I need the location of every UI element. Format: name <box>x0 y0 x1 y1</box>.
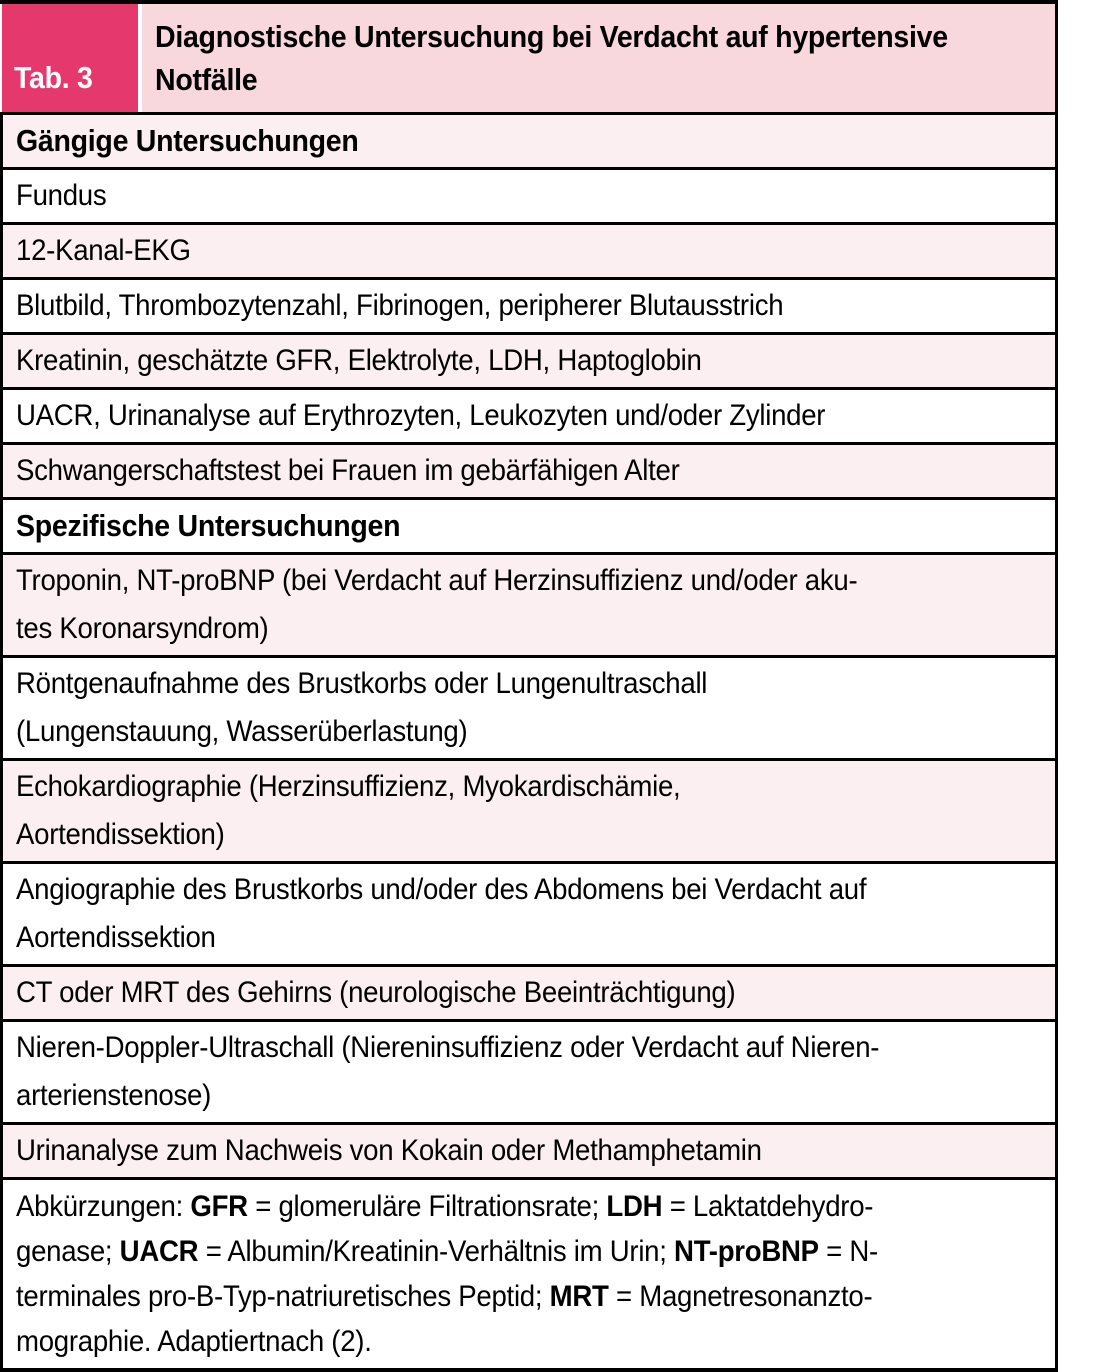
table-row-schwangerschaftstest <box>3 445 1055 497</box>
table-number: Tab. 3 <box>14 60 93 95</box>
section-header-row-specific <box>3 500 1055 552</box>
footnote-text: = Laktatdehydro- <box>662 1190 874 1223</box>
footnote-row <box>3 1180 1055 1368</box>
table-body <box>0 115 1058 1368</box>
abbreviation-term: GFR <box>190 1190 248 1223</box>
footnote-line-3 <box>16 1274 960 1319</box>
table-number-badge <box>2 4 138 112</box>
table-row-kreatinin <box>3 335 1055 387</box>
abbreviation-term: NT-proBNP <box>674 1235 819 1268</box>
table-header <box>0 4 1058 112</box>
row-text: Schwangerschaftstest bei Frauen im gebärfähigen Alter <box>16 454 680 487</box>
table-row-echokardiographie <box>3 761 1055 861</box>
table-row-urinanalyse-kokain <box>3 1125 1055 1177</box>
row-text: Urinanalyse zum Nachweis von Kokain oder Methamphetamin <box>16 1134 762 1167</box>
row-text: Aortendissektion <box>16 921 216 954</box>
abbreviation-term: UACR <box>119 1235 199 1268</box>
abbreviation-term: MRT <box>549 1280 609 1313</box>
table-row-troponin <box>3 555 1055 655</box>
row-text: CT oder MRT des Gehirns (neurologische Beeinträchtigung) <box>16 976 736 1009</box>
footnote-text: = Albumin/Kreatinin-Verhältnis im Urin; <box>198 1235 675 1268</box>
row-text: Fundus <box>16 179 107 212</box>
row-text: Angiographie des Brustkorbs und/oder des Abdomens bei Verdacht auf <box>16 873 867 906</box>
row-text: tes Koronarsyndrom) <box>16 612 269 645</box>
row-text: UACR, Urinanalyse auf Erythrozyten, Leukozyten und/oder Zylinder <box>16 399 826 432</box>
table-row-ct-mrt <box>3 967 1055 1019</box>
section-header-text: Spezifische Untersuchungen <box>16 508 401 543</box>
abbreviation-term: LDH <box>606 1190 663 1223</box>
row-text: 12-Kanal-EKG <box>16 234 191 267</box>
footnote-text: = N- <box>818 1235 878 1268</box>
table-row-nieren-doppler <box>3 1022 1055 1122</box>
table-row-fundus <box>3 170 1055 222</box>
footnote-text: = glomeruläre Filtrationsrate; <box>247 1190 607 1223</box>
row-text: Kreatinin, geschätzte GFR, Elektrolyte, LDH, Haptoglobin <box>16 344 702 377</box>
footnote-line-2 <box>16 1229 960 1274</box>
row-text: (Lungenstauung, Wasserüberlastung) <box>16 715 468 748</box>
row-text: Blutbild, Thrombozytenzahl, Fibrinogen, peripherer Blutausstrich <box>16 289 784 322</box>
table-row-uacr <box>3 390 1055 442</box>
footnote-text: = Magnetresonanzto- <box>608 1280 873 1313</box>
row-text: Troponin, NT-proBNP (bei Verdacht auf Herzinsuffizienz und/oder aku- <box>16 564 858 597</box>
footnote-line-4 <box>16 1319 960 1364</box>
section-header-row-common <box>3 115 1055 167</box>
table-title-line-1: Diagnostische Untersuchung bei Verdacht auf hypertensive <box>155 19 948 54</box>
section-header-text: Gängige Untersuchungen <box>16 123 359 158</box>
footnote-text: terminales pro-B-Typ-natriuretisches Peptid; <box>16 1280 550 1313</box>
footnote-text: Abkürzungen: <box>16 1190 191 1223</box>
table-title <box>142 4 1055 112</box>
footnote-text: mographie. Adaptiertnach (2). <box>16 1325 372 1358</box>
row-text: Nieren-Doppler-Ultraschall (Niereninsuffizienz oder Verdacht auf Nieren- <box>16 1031 880 1064</box>
row-text: Aortendissektion) <box>16 818 225 851</box>
table-row-angiographie <box>3 864 1055 964</box>
table-row-roentgen <box>3 658 1055 758</box>
footnote-line-1 <box>16 1184 960 1229</box>
row-text: Röntgenaufnahme des Brustkorbs oder Lungenultraschall <box>16 667 708 700</box>
table-bottom-rule <box>0 1368 1058 1372</box>
table-title-line-2: Notfälle <box>155 62 258 97</box>
row-text: arterienstenose) <box>16 1079 212 1112</box>
table-row-blutbild <box>3 280 1055 332</box>
footnote-text: genase; <box>16 1235 120 1268</box>
table-row-ekg <box>3 225 1055 277</box>
row-text: Echokardiographie (Herzinsuffizienz, Myokardischämie, <box>16 770 681 803</box>
